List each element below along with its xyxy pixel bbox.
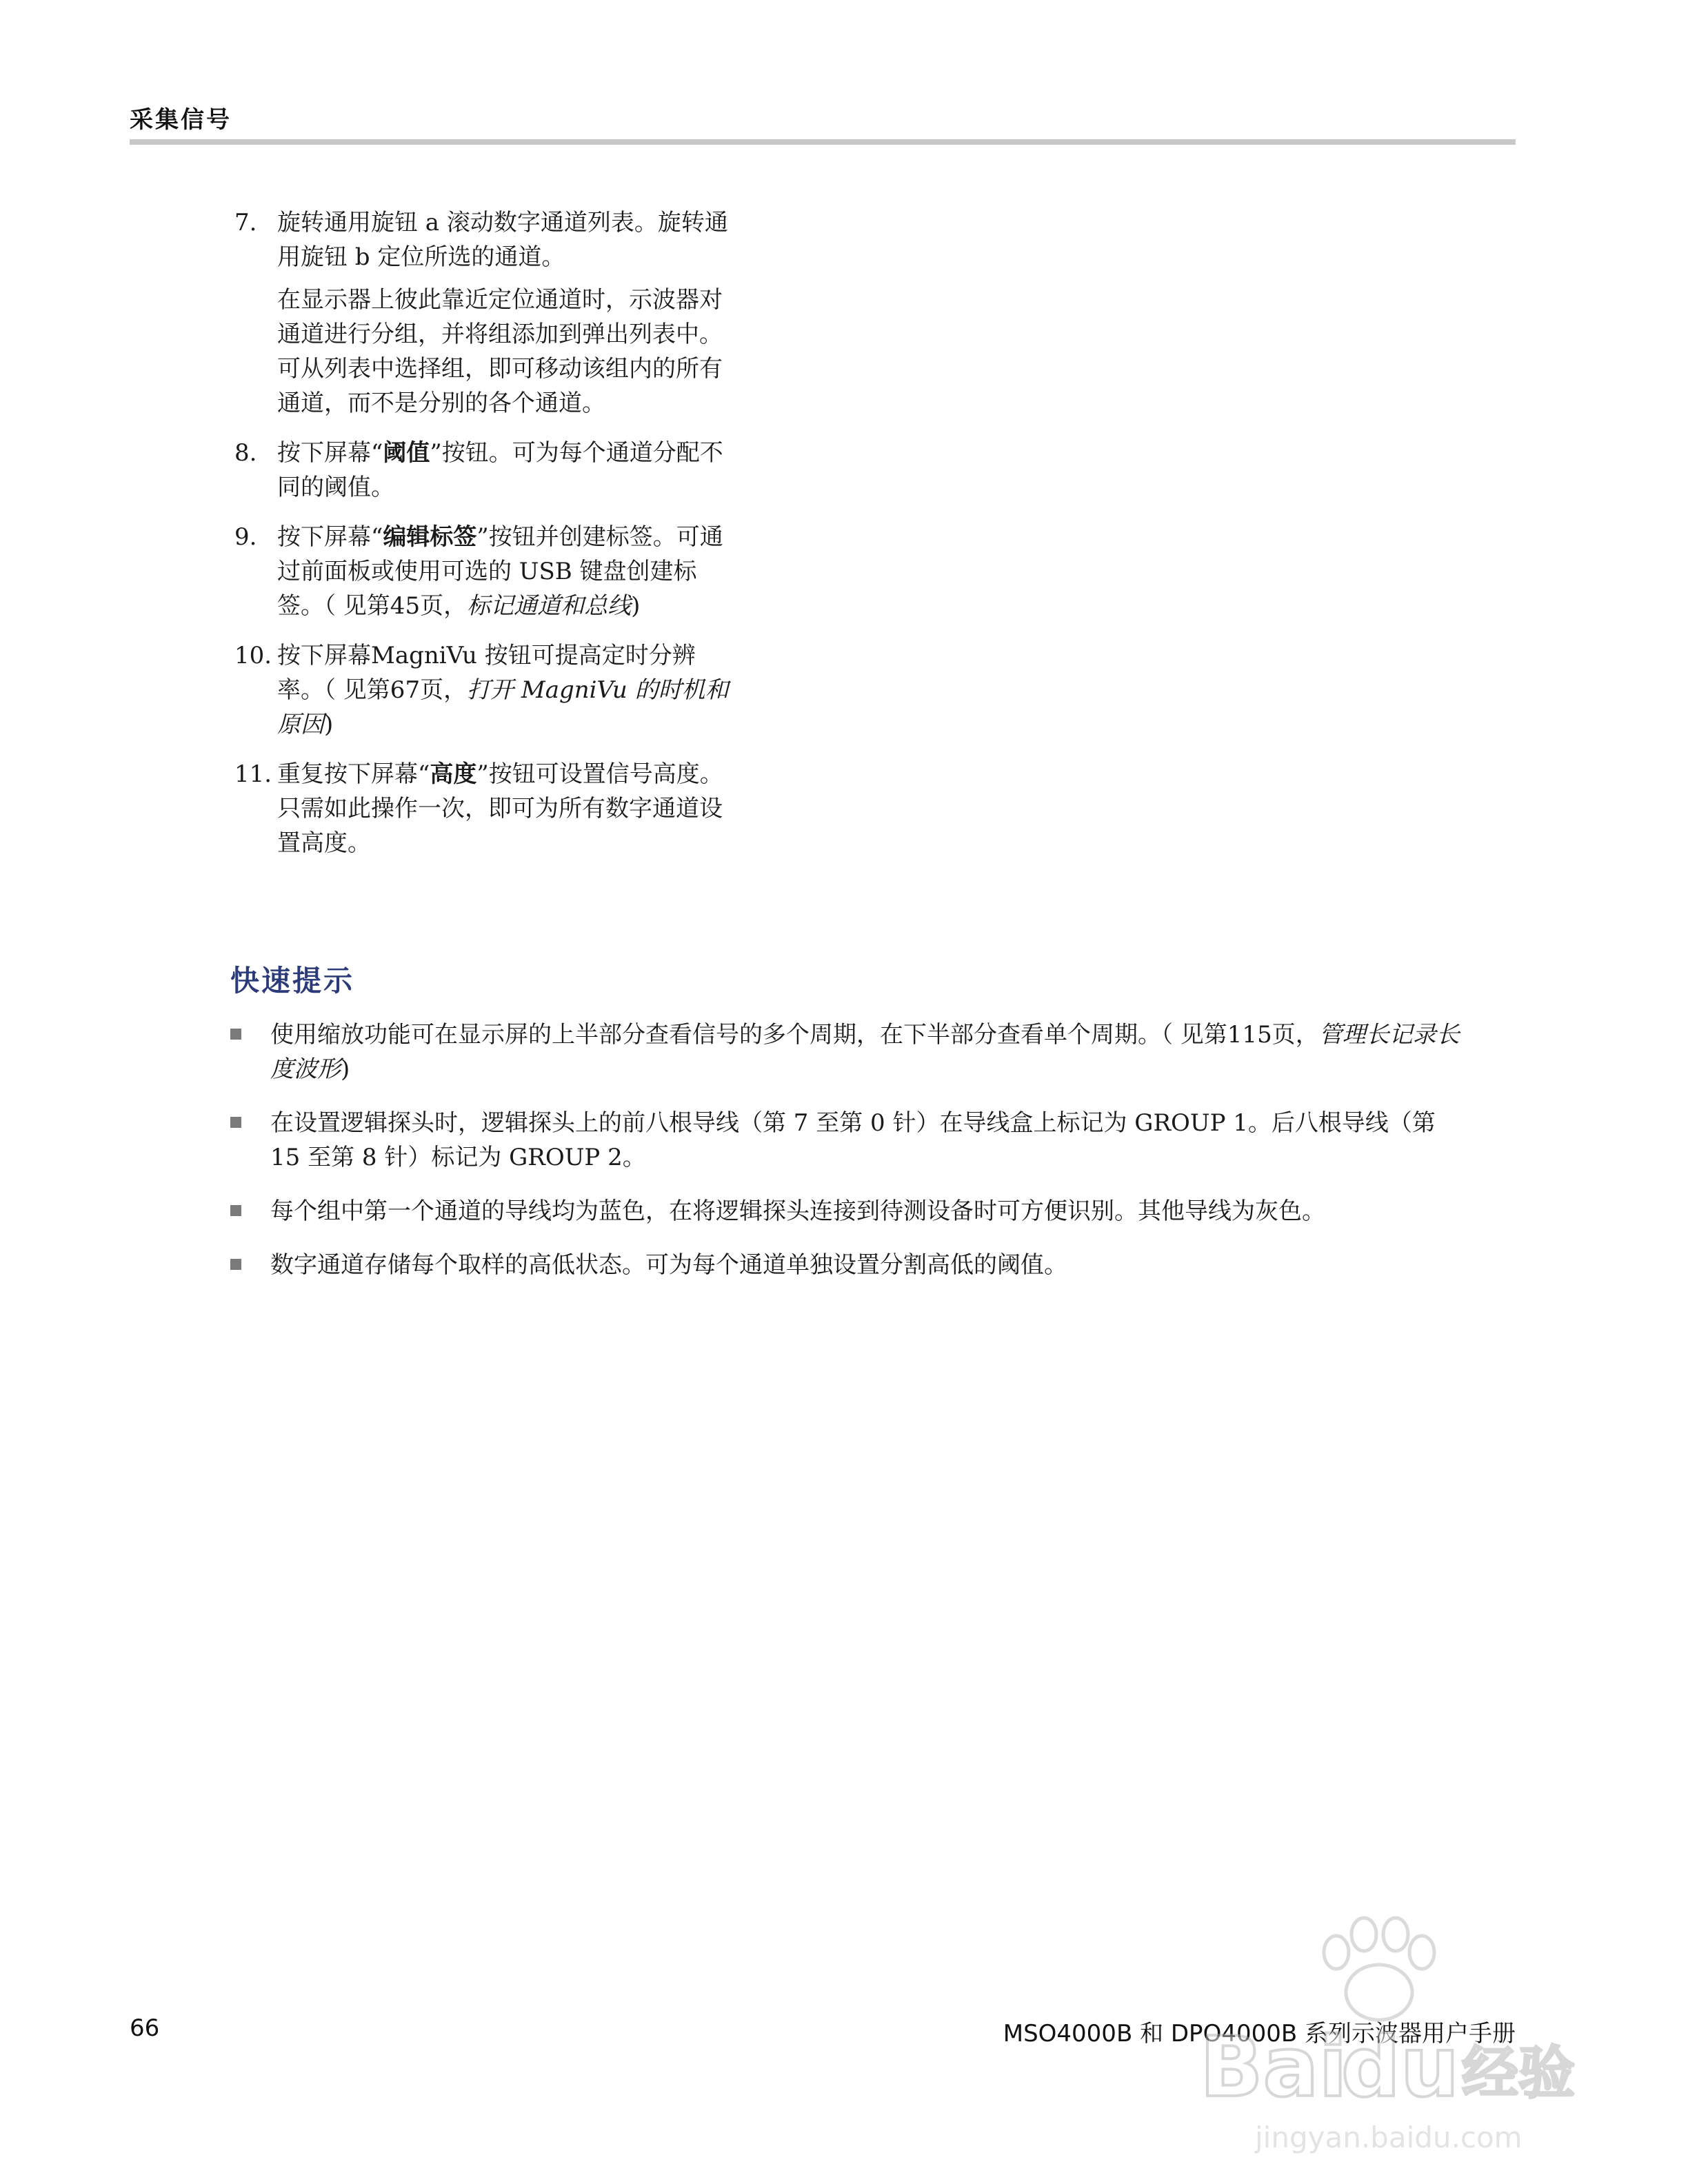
- section-title: 采集信号: [130, 106, 232, 134]
- cross-reference-link[interactable]: 管理长记录长度波形: [270, 1021, 1460, 1083]
- svg-text:du: du: [1341, 2020, 1460, 2116]
- list-item: 在设置逻辑探头时，逻辑探头上的前八根导线（第 7 至第 0 针）在导线盒上标记为 GROUP 1。后八根导线（第 15 至第 8 针）标记为 GROUP 2。: [230, 1106, 1471, 1175]
- square-bullet-icon: [230, 1259, 241, 1270]
- step-number: 9.: [234, 523, 257, 551]
- square-bullet-icon: [230, 1117, 241, 1128]
- step-number: 10.: [234, 642, 272, 669]
- list-item: 使用缩放功能可在显示屏的上半部分查看信号的多个周期，在下半部分查看单个周期。（ 见第115页，管理长记录长度波形): [230, 1018, 1471, 1086]
- step-7: [234, 205, 731, 421]
- button-name-threshold: 阈值: [383, 439, 430, 467]
- step-text: 按下屏幕MagniVu 按钮可提高定时分辨率。（ 见第67页，打开 MagniVu 的时机和原因): [277, 642, 729, 738]
- step-text: 按下屏幕“编辑标签”按钮并创建标签。可通过前面板或使用可选的 USB 键盘创建标签。（ 见第45页，标记通道和总线): [277, 523, 723, 620]
- page-number: 66: [130, 2014, 160, 2042]
- step-number: 8.: [234, 439, 257, 467]
- square-bullet-icon: [230, 1029, 241, 1040]
- step-number: 11.: [234, 760, 272, 788]
- manual-title: MSO4000B 和 DPO4000B 系列示波器用户手册: [1003, 2020, 1516, 2048]
- step-text: 重复按下屏幕“高度”按钮可设置信号高度。只需如此操作一次，即可为所有数字通道设置高度。: [277, 760, 723, 857]
- baidu-jingyan-watermark-logo: [1172, 1889, 1586, 2165]
- button-name-height: 高度: [430, 760, 477, 788]
- procedure-steps: [234, 205, 731, 876]
- page-header: [130, 105, 1516, 145]
- cross-reference-link[interactable]: 标记通道和总线: [467, 592, 632, 620]
- button-name-edit-labels: 编辑标签: [383, 523, 477, 551]
- cross-reference-link[interactable]: 打开 MagniVu 的时机和原因: [277, 676, 729, 738]
- list-item: 每个组中第一个通道的导线均为蓝色，在将逻辑探头连接到待测设备时可方便识别。其他导线为灰色。: [230, 1194, 1471, 1228]
- quick-tips-list: [230, 1018, 1471, 1302]
- step-number: 7.: [234, 209, 257, 236]
- header-divider: [130, 139, 1516, 145]
- step-9: [234, 520, 731, 623]
- quick-tips-heading: 快速提示: [230, 964, 355, 998]
- list-item: 数字通道存储每个取样的高低状态。可为每个通道单独设置分割高低的阈值。: [230, 1248, 1471, 1282]
- svg-text:Bai: Bai: [1200, 2020, 1347, 2116]
- step-10: [234, 638, 731, 742]
- square-bullet-icon: [230, 1205, 241, 1216]
- svg-text:jingyan.baidu.com: jingyan.baidu.com: [1255, 2121, 1523, 2154]
- step-11: [234, 757, 731, 860]
- step-8: [234, 436, 731, 505]
- svg-text:经验: 经验: [1462, 2041, 1576, 2106]
- step-text: 旋转通用旋钮 a 滚动数字通道列表。旋转通用旋钮 b 定位所选的通道。: [277, 209, 728, 271]
- step-note: 在显示器上彼此靠近定位通道时，示波器对通道进行分组，并将组添加到弹出列表中。可从列表中选择组，即可移动该组内的所有通道，而不是分别的各个通道。: [277, 286, 723, 417]
- step-text: 按下屏幕“阈值”按钮。可为每个通道分配不同的阈值。: [277, 439, 723, 501]
